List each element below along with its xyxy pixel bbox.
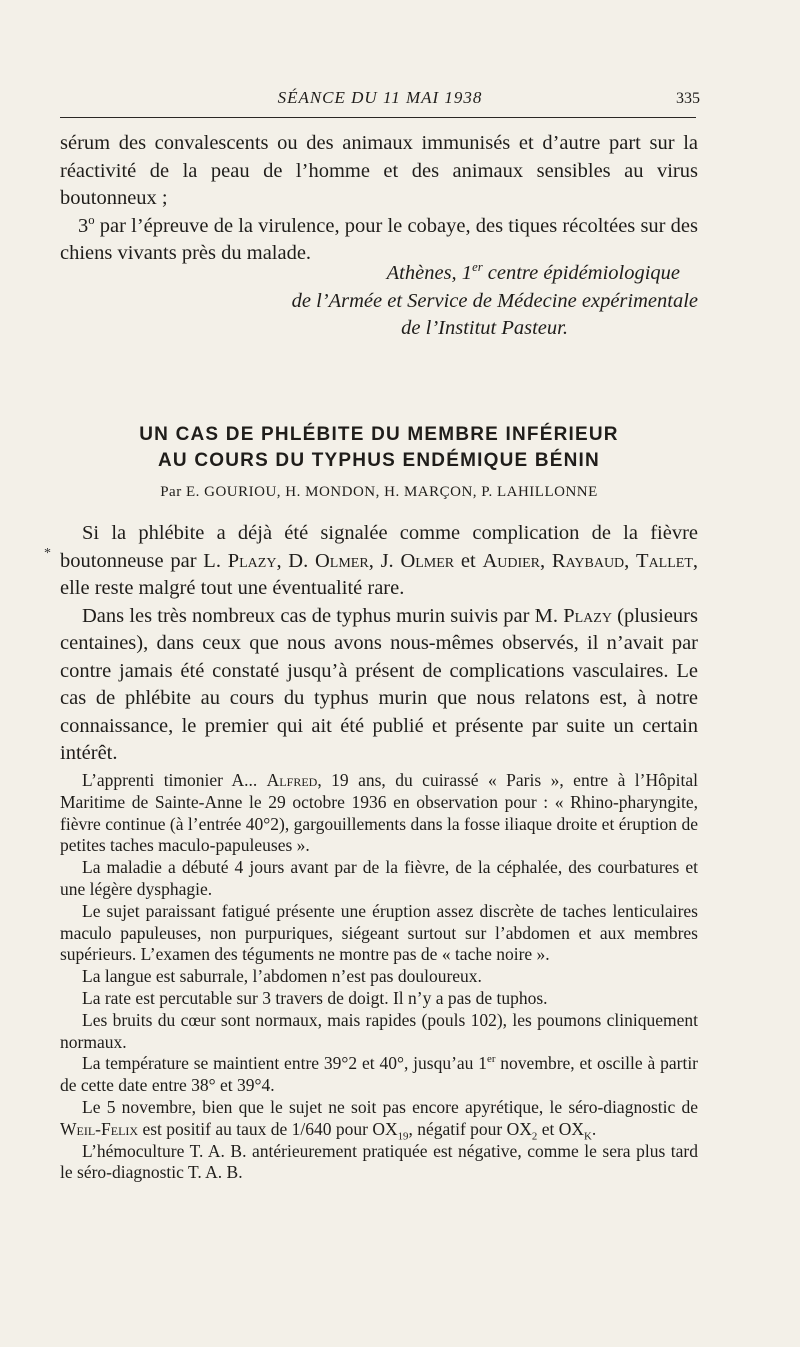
- case-paragraph-serology: [60, 1097, 698, 1141]
- continuation-text-1: sérum des convalescents ou des animaux immunisés et d’autre part sur la réactivité de la peau de l’homme et des animaux sensibles au virus boutonneux ;: [60, 132, 698, 209]
- affiliation-line-1-sup: er: [472, 260, 483, 275]
- intro-text: ,: [540, 549, 552, 572]
- author-name: Tallet: [636, 549, 693, 572]
- article-authors: Par E. GOURIOU, H. MONDON, H. MARÇON, P. LAHILLONNE: [160, 484, 598, 500]
- intro-text: et: [454, 549, 483, 572]
- intro-text: , J.: [368, 549, 401, 572]
- strain-sub: 2: [531, 1130, 538, 1143]
- case-paragraph-culture: L’hémoculture T. A. B. antérieurement pratiquée est négative, comme le sera plus tard le séro-diagnostic T. A. B.: [60, 1140, 698, 1183]
- case-paragraph-spleen: La rate est percutable sur 3 travers de doigt. Il n’y a pas de tuphos.: [82, 987, 548, 1008]
- margin-asterisk: *: [44, 546, 51, 561]
- author-name: Plazy: [563, 604, 612, 627]
- author-name: Plazy: [227, 549, 277, 572]
- item-3-text: par l’épreuve de la virulence, pour le cobaye, des tiques récoltées sur des chiens vivants près du malade.: [60, 214, 698, 264]
- item-number: 3: [78, 214, 89, 237]
- running-title: SÉANCE DU 11 MAI 1938: [277, 88, 483, 107]
- article-introduction: [60, 520, 698, 768]
- case-text: , négatif pour OX: [408, 1118, 532, 1139]
- page-number: 335: [676, 90, 700, 107]
- affiliation-line-2: de l’Armée et Service de Médecine expérimentale: [291, 289, 698, 312]
- case-paragraph-admission: [60, 770, 698, 857]
- affiliation-line-3: de l’Institut Pasteur.: [401, 317, 568, 339]
- article-title: [60, 422, 698, 474]
- ordinal-sup: er: [487, 1053, 496, 1066]
- case-paragraph-heart: Les bruits du cœur sont normaux, mais rapides (pouls 102), les poumons cliniquement normaux.: [60, 1009, 698, 1052]
- case-paragraph-eruption: Le sujet paraissant fatigué présente une éruption assez discrète de taches lenticulaires maculo papuleuses, non purpuriques, siégeant surtout sur l’abdomen et aux membres supérieurs. L’examen des téguments ne montre pas de « tache noire ».: [60, 900, 698, 965]
- affiliation-line-1-b: centre épidémiologique: [482, 262, 680, 284]
- case-text: est positif au taux de 1/640 pour OX: [138, 1118, 398, 1139]
- case-text: novembre, et oscille à partir de cette date entre 38° et 39°4.: [60, 1053, 699, 1096]
- intro-paragraph-1: [60, 520, 698, 603]
- case-text: L’apprenti timonier A...: [82, 770, 267, 790]
- author-name: Audier: [482, 549, 541, 572]
- author-name: Olmer: [315, 549, 369, 572]
- intro-text: , elle reste malgré tout une éventualité rare.: [60, 549, 699, 599]
- case-text: Le 5 novembre, bien que le sujet ne soit pas encore apyrétique, le séro-diagnostic de: [82, 1096, 698, 1117]
- author-name: Olmer: [400, 549, 455, 572]
- article-title-line-1: UN CAS DE PHLÉBITE DU MEMBRE INFÉRIEUR: [139, 424, 619, 445]
- case-text: La température se maintient entre 39°2 et 40°, jusqu’au 1: [82, 1053, 488, 1074]
- case-report: [60, 770, 698, 1184]
- intro-text: Dans les très nombreux cas de typhus murin suivis par M.: [82, 604, 564, 627]
- continuation-paragraph: [60, 130, 698, 213]
- affiliation-line-1-a: Athènes, 1: [386, 262, 473, 284]
- running-header: [60, 88, 700, 118]
- case-text: et OX: [537, 1118, 584, 1139]
- case-text: .: [591, 1118, 597, 1139]
- case-paragraph-tongue: La langue est saburrale, l’abdomen n’est pas douloureux.: [82, 966, 482, 987]
- case-paragraph-onset: La maladie a débuté 4 jours avant par de la fièvre, de la céphalée, des courbatures et une légère dysphagie.: [60, 857, 698, 899]
- intro-text: , D.: [276, 549, 315, 572]
- intro-text: Si la phlébite a déjà été signalée comme complication de la fièvre boutonneuse par L.: [60, 522, 698, 572]
- patient-name: Alfred: [266, 770, 318, 790]
- affiliation-signature: [60, 260, 698, 343]
- header-rule: [60, 117, 696, 118]
- strain-sub: K: [583, 1130, 592, 1143]
- intro-text: (plusieurs centaines), dans ceux que nous avons nous-mêmes observés, il n’avait par contre jamais été constaté jusqu’à présent de complications vasculaires. Le cas de phlébite au cours du typhus murin que nous relatons est, à notre connaissance, le premier qui ait été publié et présente par suite un certain intérêt.: [60, 604, 698, 764]
- case-text: , 19 ans, du cuirassé « Paris », entre à l’Hôpital Maritime de Sainte-Anne le 29 octobre 1936 en observation pour : « Rhino-pharyngite, fièvre continue (à l’entrée 40°2), gargouillements dans la fosse iliaque droite et éruption de petites taches maculo-papuleuses ».: [60, 770, 698, 856]
- test-name: Weil-Felix: [60, 1118, 139, 1139]
- intro-paragraph-2: [60, 603, 698, 768]
- case-paragraph-temperature: [60, 1053, 698, 1097]
- author-name: Raybaud: [551, 549, 625, 572]
- item-number-sup: o: [88, 212, 95, 227]
- article-title-line-2: AU COURS DU TYPHUS ENDÉMIQUE BÉNIN: [158, 450, 600, 471]
- intro-text: ,: [624, 549, 637, 572]
- continuation-text: [60, 130, 698, 268]
- affiliation-line-1: [60, 260, 698, 288]
- strain-sub: 19: [397, 1130, 409, 1143]
